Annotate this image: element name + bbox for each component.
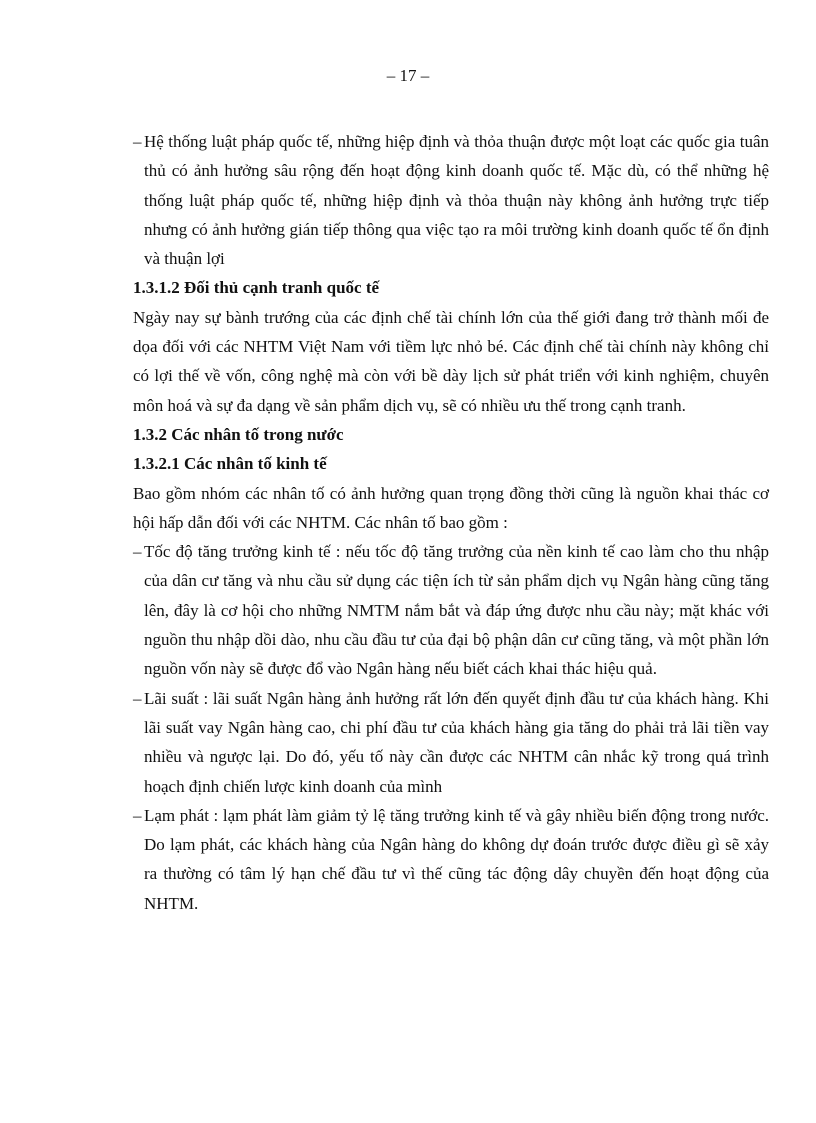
bullet-interest-rate (133, 684, 769, 801)
bullet-dash: – (133, 132, 142, 151)
section-heading-1-3-1-2: 1.3.1.2 Đối thủ cạnh tranh quốc tế (133, 278, 380, 298)
section-heading-1-3-2: 1.3.2 Các nhân tố trong nước (133, 424, 344, 444)
bullet-dash: – (133, 805, 142, 825)
paragraph-international-competitors: Ngày nay sự bành trướng của các định chế tài chính lớn của thế giới đang trở thành mối đe dọa đối với các NHTM Việt Nam với tiềm lực nhỏ bé. Các định chế tài chính này không chỉ có lợi thế về vốn, công nghệ mà còn với bề dày lịch sử phát triển với kinh nghiệm, chuyên môn hoá và sự đa dạng về sản phẩm dịch vụ, sẽ có nhiều ưu thế trong cạnh tranh. (133, 307, 769, 415)
bullet-text: Hệ thống luật pháp quốc tế, những hiệp định và thỏa thuận được một loạt các quốc gia tuân thủ có ảnh hưởng sâu rộng đến hoạt động kinh doanh quốc tế. Mặc dù, có thể những hệ thống luật pháp quốc tế, những hiệp định và thỏa thuận này không ảnh hưởng trực tiếp nhưng có ảnh hưởng gián tiếp thông qua việc tạo ra môi trường kinh doanh quốc tế ổn định và thuận lợi (144, 132, 769, 269)
bullet-text: Lãi suất : lãi suất Ngân hàng ảnh hưởng rất lớn đến quyết định đầu tư của khách hàng. Khi lãi suất vay Ngân hàng cao, chi phí đầu tư của khách hàng gia tăng do phải trả lãi tiền vay nhiều và ngược lại. Do đó, yếu tố này cần được các NHTM cân nhắc kỹ trong quá trình hoạch định chiến lược kinh doanh của mình (144, 688, 769, 796)
bullet-dash: – (133, 542, 142, 562)
bullet-dash: – (133, 688, 142, 708)
page-number: – 17 – (386, 66, 430, 85)
bullet-growth-rate (133, 537, 769, 683)
bullet-inflation (133, 801, 769, 918)
paragraph-economic-factors-intro: Bao gồm nhóm các nhân tố có ảnh hưởng quan trọng đồng thời cũng là nguồn khai thác cơ hội hấp dẫn đối với các NHTM. Các nhân tố bao gồm : (133, 483, 769, 532)
bullet-text: Lạm phát : lạm phát làm giảm tỷ lệ tăng trưởng kinh tế và gây nhiều biến động trong nước. Do lạm phát, các khách hàng của Ngân hàng do không dự đoán trước được điều gì sẽ xảy ra thường có tâm lý hạn chế đầu tư vì thế cũng tác động dây chuyền đến hoạt động của NHTM. (144, 805, 769, 913)
bullet-text: Tốc độ tăng trưởng kinh tế : nếu tốc độ tăng trưởng của nền kinh tế cao làm cho thu nhập của dân cư tăng và nhu cầu sử dụng các tiện ích từ sản phẩm dịch vụ Ngân hàng cũng tăng lên, đây là cơ hội cho những NMTM nắm bắt và đáp ứng được nhu cầu này; mặt khác với nguồn thu nhập dồi dào, nhu cầu đầu tư của đại bộ phận dân cư cũng tăng, và một phần lớn nguồn vốn này sẽ được đổ vào Ngân hàng nếu biết cách khai thác hiệu quả. (144, 542, 769, 679)
document-body (133, 127, 769, 918)
section-heading-1-3-2-1: 1.3.2.1 Các nhân tố kinh tế (133, 454, 327, 474)
bullet-international-law (133, 127, 769, 273)
